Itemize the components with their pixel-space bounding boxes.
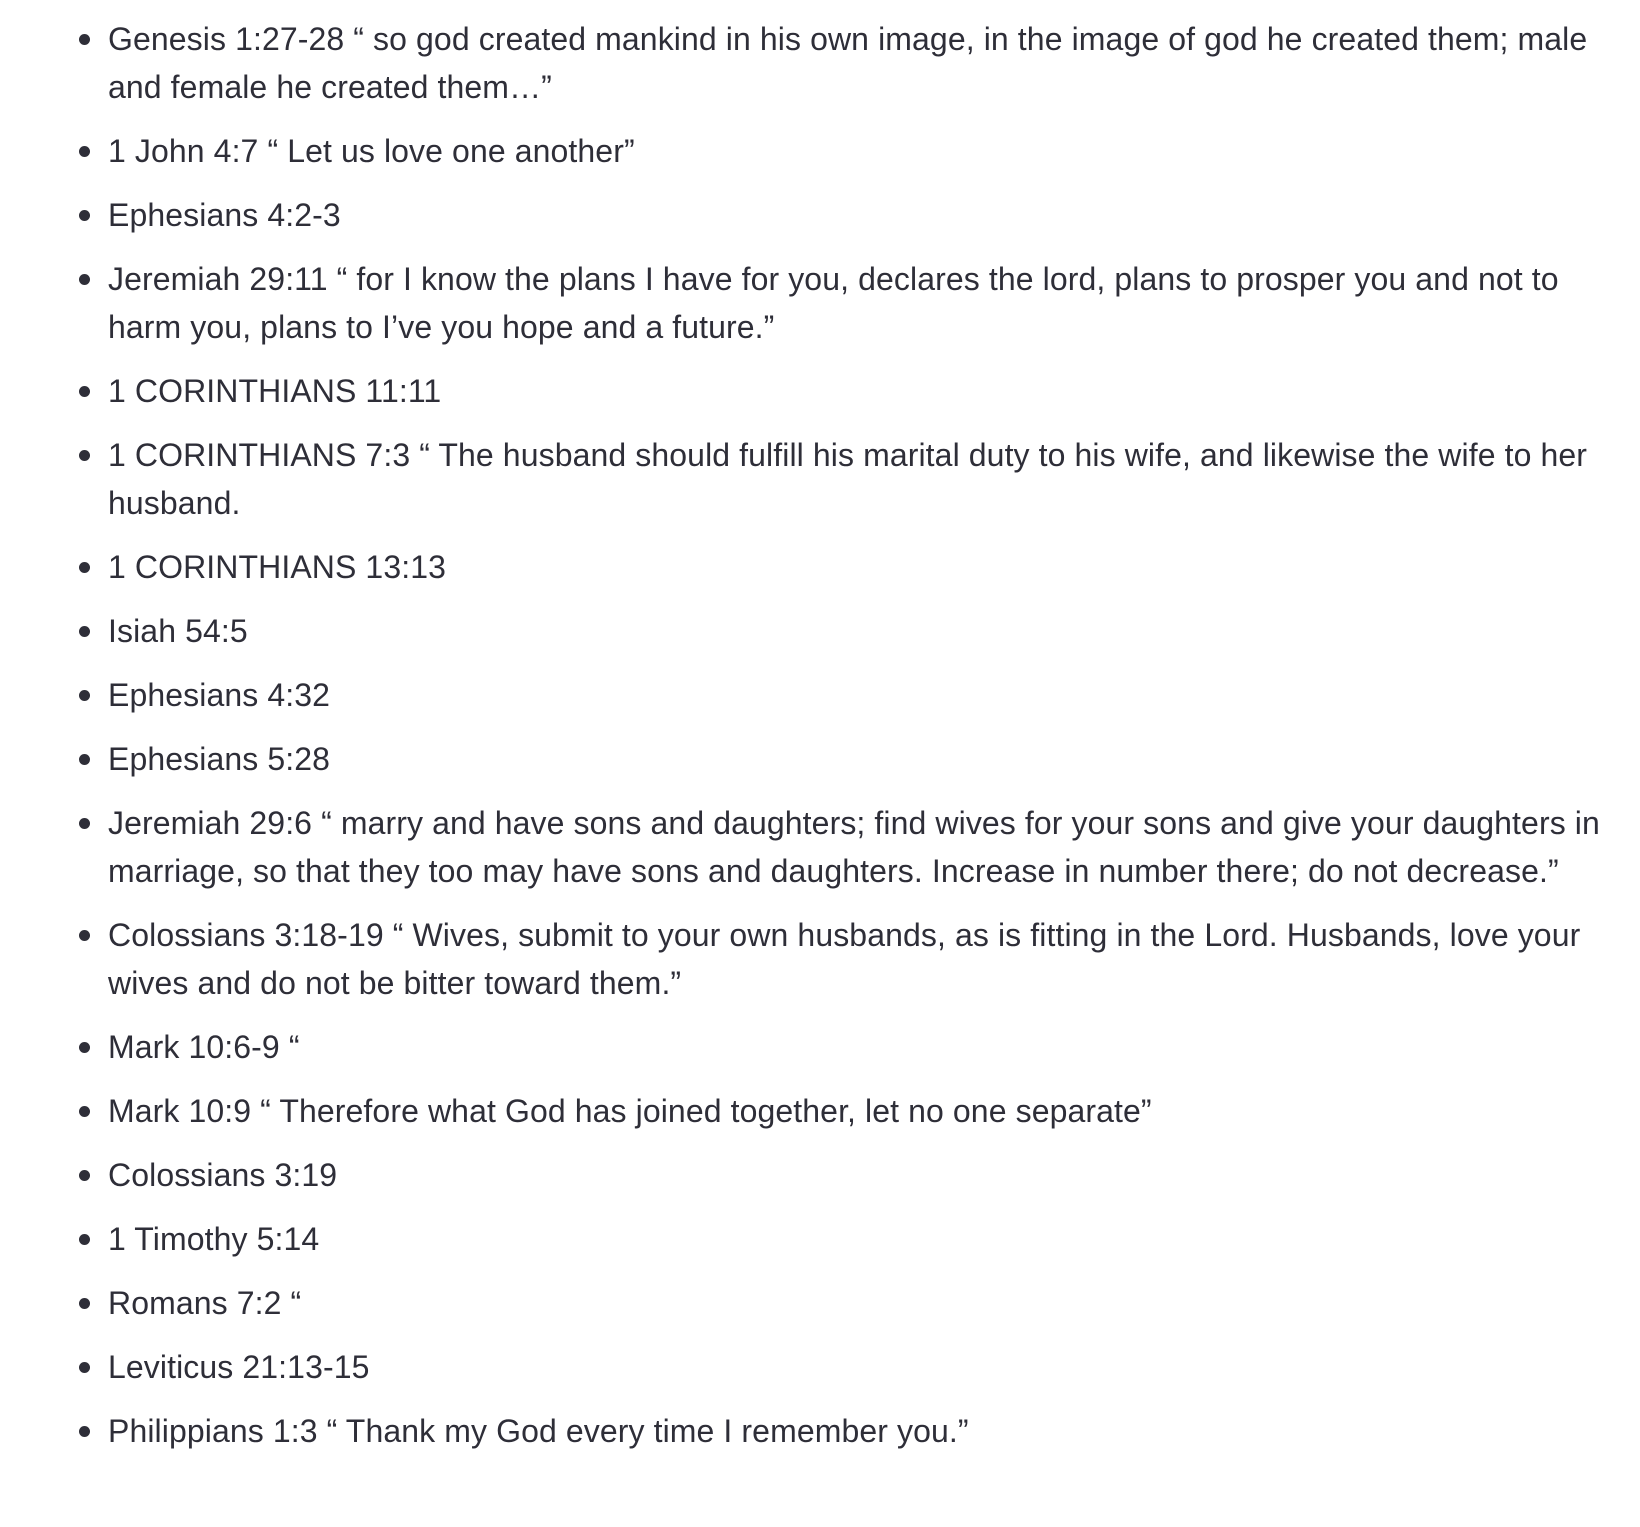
bullet-icon — [79, 690, 90, 701]
bullet-icon — [79, 930, 90, 941]
list-item — [0, 1023, 1640, 1071]
bullet-icon — [79, 1170, 90, 1181]
bullet-icon — [79, 1042, 90, 1053]
list-item — [0, 255, 1640, 351]
verse-text: Genesis 1:27-28 “ so god created mankind in his own image, in the image of god he created them; male and female he created them…” — [108, 21, 1588, 105]
bullet-icon — [79, 1426, 90, 1437]
verse-text: Colossians 3:19 — [108, 1157, 338, 1193]
list-item — [0, 431, 1640, 527]
list-item — [0, 1343, 1640, 1391]
list-item — [0, 735, 1640, 783]
bullet-icon — [79, 562, 90, 573]
bullet-icon — [79, 146, 90, 157]
bullet-icon — [79, 1298, 90, 1309]
verse-text: 1 John 4:7 “ Let us love one another” — [108, 133, 635, 169]
verse-list — [0, 15, 1640, 1471]
list-item — [0, 1151, 1640, 1199]
verse-text: Jeremiah 29:11 “ for I know the plans I have for you, declares the lord, plans to prosper you and not to harm you, plans to I’ve you hope and a future.” — [108, 261, 1559, 345]
verse-text: Romans 7:2 “ — [108, 1285, 302, 1321]
list-item — [0, 911, 1640, 1007]
verse-text: Ephesians 4:2-3 — [108, 197, 341, 233]
verse-text: Isiah 54:5 — [108, 613, 248, 649]
bullet-icon — [79, 754, 90, 765]
verse-text: Leviticus 21:13-15 — [108, 1349, 370, 1385]
verse-text: 1 CORINTHIANS 11:11 — [108, 373, 442, 409]
bullet-icon — [79, 386, 90, 397]
list-item — [0, 367, 1640, 415]
bullet-icon — [79, 450, 90, 461]
list-item — [0, 1087, 1640, 1135]
list-item — [0, 15, 1640, 111]
verse-text: 1 Timothy 5:14 — [108, 1221, 320, 1257]
verse-text: Mark 10:9 “ Therefore what God has joined together, let no one separate” — [108, 1093, 1152, 1129]
list-item — [0, 127, 1640, 175]
verse-text: Philippians 1:3 “ Thank my God every time I remember you.” — [108, 1413, 969, 1449]
list-item — [0, 191, 1640, 239]
verse-text: Ephesians 4:32 — [108, 677, 331, 713]
verse-text: Ephesians 5:28 — [108, 741, 331, 777]
list-item — [0, 1279, 1640, 1327]
verse-text: Mark 10:6-9 “ — [108, 1029, 300, 1065]
verse-text: 1 CORINTHIANS 7:3 “ The husband should fulfill his marital duty to his wife, and likewise the wife to her husband. — [108, 437, 1588, 521]
verse-text: Colossians 3:18-19 “ Wives, submit to your own husbands, as is fitting in the Lord. Husbands, love your wives and do not be bitter toward them.” — [108, 917, 1581, 1001]
bullet-icon — [79, 1362, 90, 1373]
list-item — [0, 799, 1640, 895]
bullet-icon — [79, 274, 90, 285]
bullet-icon — [79, 626, 90, 637]
bullet-icon — [79, 1234, 90, 1245]
verse-text: 1 CORINTHIANS 13:13 — [108, 549, 447, 585]
list-item — [0, 671, 1640, 719]
list-item — [0, 1407, 1640, 1455]
bullet-icon — [79, 818, 90, 829]
bullet-icon — [79, 34, 90, 45]
list-item — [0, 1215, 1640, 1263]
bullet-icon — [79, 1106, 90, 1117]
verse-text: Jeremiah 29:6 “ marry and have sons and daughters; find wives for your sons and give your daughters in marriage, so that they too may have sons and daughters. Increase in number there; do not decrease.” — [108, 805, 1600, 889]
list-item — [0, 543, 1640, 591]
bullet-icon — [79, 210, 90, 221]
list-item — [0, 607, 1640, 655]
